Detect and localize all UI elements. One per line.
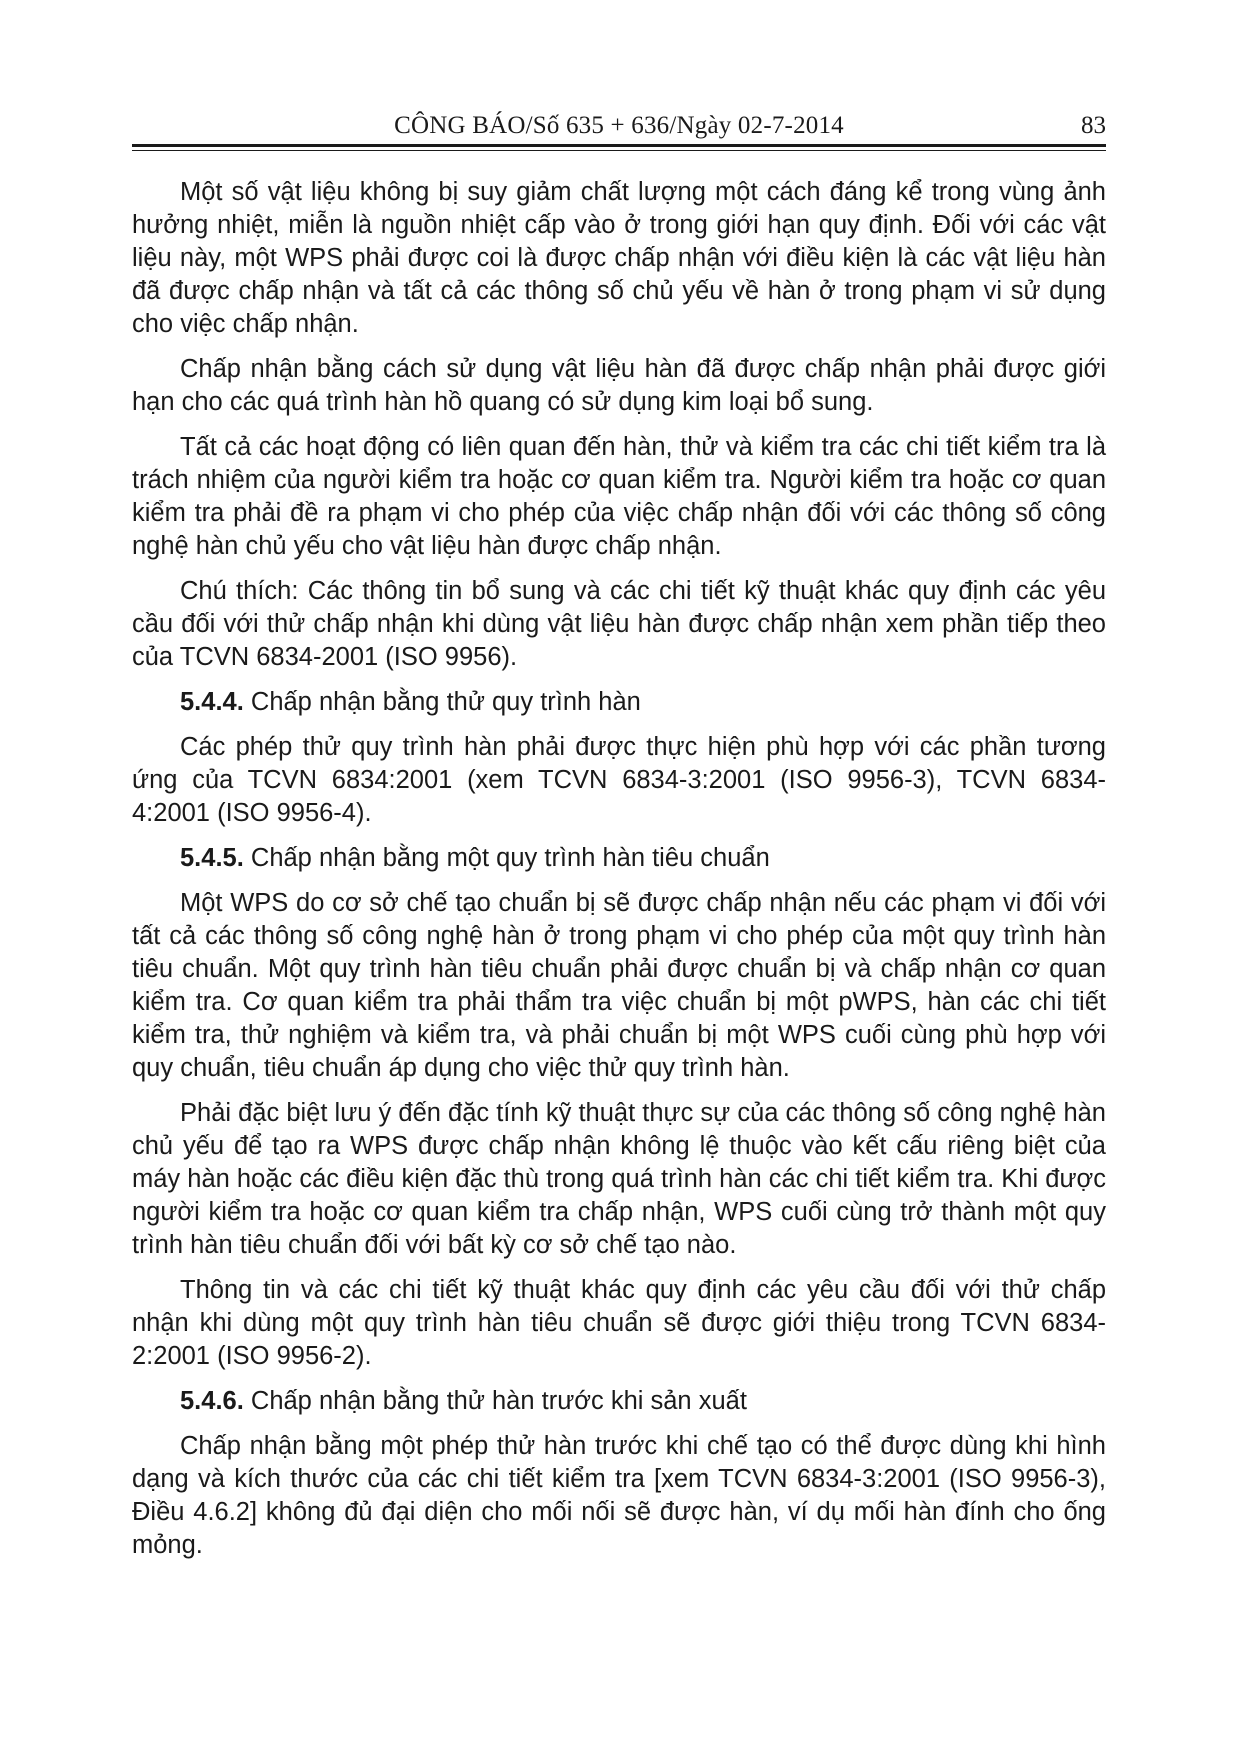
section-number: 5.4.6. — [180, 1387, 244, 1415]
section-title: Chấp nhận bằng một quy trình hàn tiêu chuẩn — [243, 844, 770, 872]
header-rule-thick — [132, 144, 1106, 147]
section-heading-5-4-4 — [132, 686, 1106, 719]
paragraph: Phải đặc biệt lưu ý đến đặc tính kỹ thuật thực sự của các thông số công nghệ hàn chủ yếu để tạo ra WPS được chấp nhận không lệ thuộc vào kết cấu riêng biệt của máy hàn hoặc các điều kiện đặc thù trong quá trình hàn các chi tiết kiểm tra. Khi được người kiểm tra hoặc cơ quan kiểm tra chấp nhận, WPS cuối cùng trở thành một quy trình hàn tiêu chuẩn đối với bất kỳ cơ sở chế tạo nào. — [132, 1099, 1106, 1259]
section-number: 5.4.4. — [180, 688, 244, 716]
section-title: Chấp nhận bằng thử quy trình hàn — [243, 688, 641, 716]
paragraph: Một WPS do cơ sở chế tạo chuẩn bị sẽ được chấp nhận nếu các phạm vi đối với tất cả các thông số công nghệ hàn ở trong phạm vi cho phép của một quy trình hàn tiêu chuẩn. Một quy trình hàn tiêu chuẩn phải được chuẩn bị và chấp nhận cơ quan kiểm tra. Cơ quan kiểm tra phải thẩm tra việc chuẩn bị một pWPS, hàn các chi tiết kiểm tra, thử nghiệm và kiểm tra, và phải chuẩn bị một WPS cuối cùng phù hợp với quy chuẩn, tiêu chuẩn áp dụng cho việc thử quy trình hàn. — [132, 889, 1106, 1082]
page-number: 83 — [1081, 112, 1106, 139]
page-header — [132, 108, 1106, 144]
gazette-header-title: CÔNG BÁO/Số 635 + 636/Ngày 02-7-2014 — [394, 112, 844, 139]
paragraph: Chấp nhận bằng cách sử dụng vật liệu hàn đã được chấp nhận phải được giới hạn cho các quá trình hàn hồ quang có sử dụng kim loại bổ sung. — [132, 355, 1106, 416]
section-heading-5-4-6 — [132, 1385, 1106, 1418]
note-paragraph: Chú thích: Các thông tin bổ sung và các chi tiết kỹ thuật khác quy định các yêu cầu đối với thử chấp nhận khi dùng vật liệu hàn được chấp nhận xem phần tiếp theo của TCVN 6834-2001 (ISO 9956). — [132, 577, 1106, 671]
paragraph: Một số vật liệu không bị suy giảm chất lượng một cách đáng kể trong vùng ảnh hưởng nhiệt, miễn là nguồn nhiệt cấp vào ở trong giới hạn quy định. Đối với các vật liệu này, một WPS phải được coi là được chấp nhận với điều kiện là các vật liệu hàn đã được chấp nhận và tất cả các thông số chủ yếu về hàn ở trong phạm vi sử dụng cho việc chấp nhận. — [132, 178, 1106, 338]
paragraph: Tất cả các hoạt động có liên quan đến hàn, thử và kiểm tra các chi tiết kiểm tra là trách nhiệm của người kiểm tra hoặc cơ quan kiểm tra. Người kiểm tra hoặc cơ quan kiểm tra phải đề ra phạm vi cho phép của việc chấp nhận đối với các thông số công nghệ hàn chủ yếu cho vật liệu hàn được chấp nhận. — [132, 433, 1106, 560]
section-heading-5-4-5 — [132, 842, 1106, 875]
paragraph: Thông tin và các chi tiết kỹ thuật khác quy định các yêu cầu đối với thử chấp nhận khi dùng một quy trình hàn tiêu chuẩn sẽ được giới thiệu trong TCVN 6834-2:2001 (ISO 9956-2). — [132, 1276, 1106, 1370]
section-title: Chấp nhận bằng thử hàn trước khi sản xuất — [243, 1387, 747, 1415]
paragraph: Chấp nhận bằng một phép thử hàn trước khi chế tạo có thể được dùng khi hình dạng và kích thước của các chi tiết kiểm tra [xem TCVN 6834-3:2001 (ISO 9956-3), Điều 4.6.2] không đủ đại diện cho mối nối sẽ được hàn, ví dụ mối hàn đính cho ống mỏng. — [132, 1432, 1106, 1559]
section-number: 5.4.5. — [180, 844, 244, 872]
paragraph: Các phép thử quy trình hàn phải được thực hiện phù hợp với các phần tương ứng của TCVN 6834:2001 (xem TCVN 6834-3:2001 (ISO 9956-3), TCVN 6834-4:2001 (ISO 9956-4). — [132, 733, 1106, 827]
header-rule-thin — [132, 150, 1106, 151]
document-body — [132, 176, 1106, 1574]
